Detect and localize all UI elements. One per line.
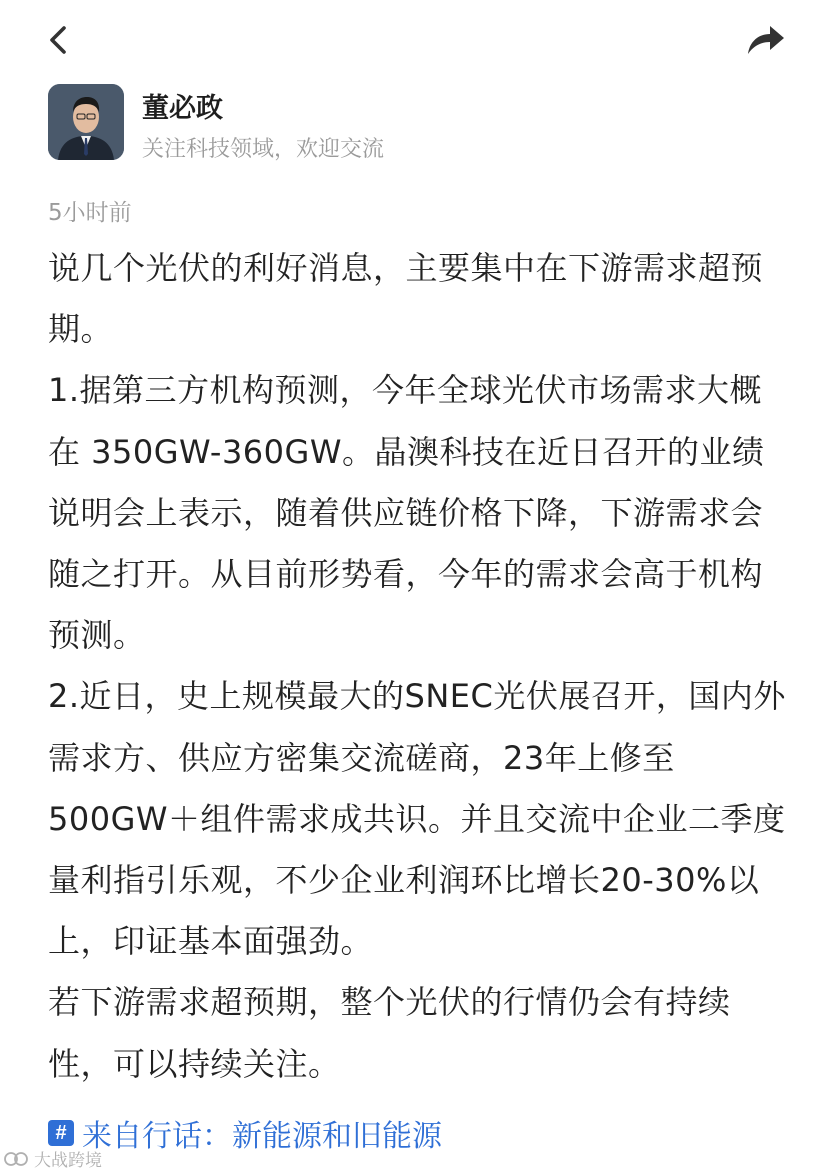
share-button[interactable] (740, 18, 788, 62)
post-paragraph: 说几个光伏的利好消息，主要集中在下游需求超预期。 (48, 249, 764, 349)
chevron-left-icon (38, 20, 78, 60)
post-paragraph: 2.近日，史上规模最大的SNEC光伏展召开，国内外需求方、供应方密集交流磋商，23年上修至500GW＋组件需求成共识。并且交流中企业二季度量利指引乐观，不少企业利润环比增长20-30%以上，印证基本面强劲。 (48, 677, 786, 961)
watermark (4, 1146, 102, 1171)
post-content (48, 238, 788, 1095)
watermark-text: 大战跨境 (34, 1151, 102, 1171)
top-navigation-bar (0, 0, 828, 80)
post-paragraph: 1.据第三方机构预测，今年全球光伏市场需求大概在 350GW-360GW。晶澳科技在近日召开的业绩说明会上表示，随着供应链价格下降，下游需求会随之打开。从目前形势看，今年的需求会高于机构预测。 (48, 371, 765, 655)
author-name[interactable]: 董必政 (142, 93, 223, 124)
author-header (48, 84, 768, 164)
author-bio: 关注科技领域，欢迎交流 (142, 137, 385, 162)
author-photo-icon (48, 84, 124, 160)
post-timestamp: 5小时前 (48, 200, 132, 226)
hashtag-icon: # (48, 1120, 74, 1146)
topic-link[interactable] (48, 1113, 442, 1153)
post-paragraph: 若下游需求超预期，整个光伏的行情仍会有持续性，可以持续关注。 (48, 983, 731, 1083)
back-button[interactable] (38, 20, 78, 60)
topic-label: 来自行话：新能源和旧能源 (82, 1119, 442, 1154)
share-arrow-icon (740, 18, 788, 62)
avatar[interactable] (48, 84, 124, 160)
watermark-logo-icon (4, 1150, 30, 1168)
